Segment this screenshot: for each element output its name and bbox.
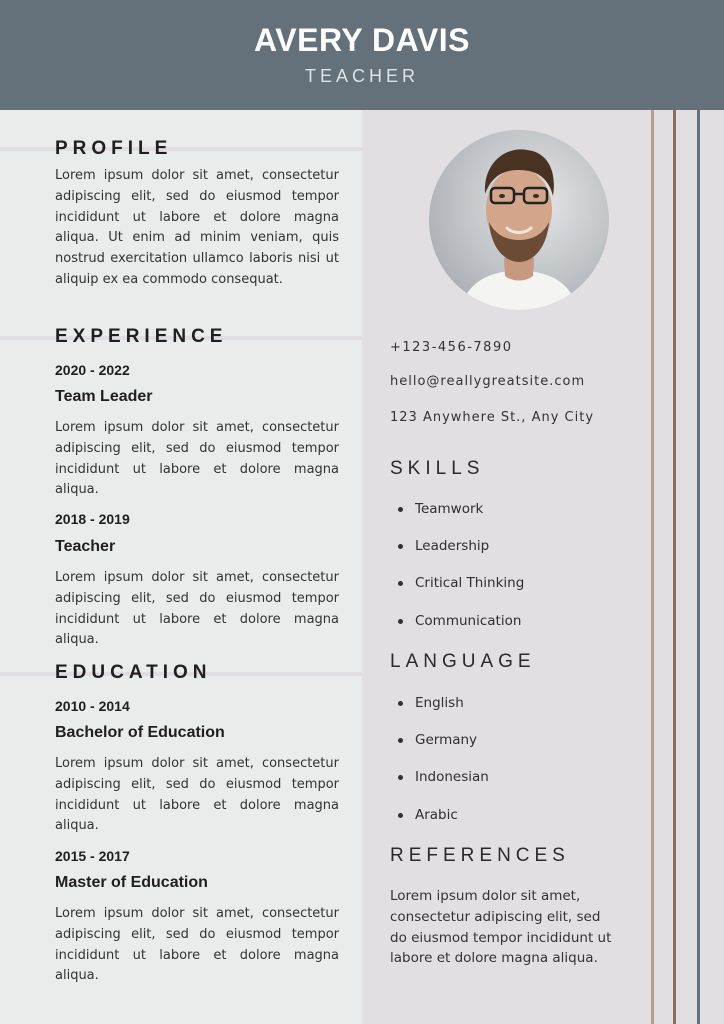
education-text: Lorem ipsum dolor sit amet, consectetur adipiscing elit, sed do eiusmod tempor incididunt ut labore et dolore magna aliqua. (55, 906, 339, 984)
experience-role: Teacher (55, 538, 116, 555)
contact-address: 123 Anywhere St., Any City (390, 410, 595, 425)
education-degree: Bachelor of Education (55, 724, 225, 741)
decorative-line-slate (697, 110, 700, 1024)
education-degree: Master of Education (55, 874, 208, 891)
education-years: 2010 - 2014 (55, 698, 130, 714)
list-item: Germany (398, 732, 489, 769)
decorative-line-brown (673, 110, 676, 1024)
candidate-name: AVERY DAVIS (254, 22, 470, 58)
candidate-role: TEACHER (304, 66, 419, 86)
language-heading: LANGUAGE (390, 651, 536, 672)
profile-photo (429, 130, 609, 310)
education-years: 2015 - 2017 (55, 848, 130, 864)
list-item: Critical Thinking (398, 575, 524, 612)
list-item: Indonesian (398, 769, 489, 806)
list-item: Arabic (398, 807, 489, 844)
list-item: Leadership (398, 538, 524, 575)
header-banner (0, 0, 724, 110)
education-heading: EDUCATION (55, 662, 212, 683)
list-item: English (398, 695, 489, 732)
experience-heading: EXPERIENCE (55, 326, 228, 347)
contact-email: hello@reallygreatsite.com (390, 374, 586, 389)
experience-role: Team Leader (55, 388, 153, 405)
profile-heading: PROFILE (55, 138, 173, 159)
experience-text: Lorem ipsum dolor sit amet, consectetur adipiscing elit, sed do eiusmod tempor incididunt ut labore et dolore magna aliqua. (55, 420, 339, 498)
person-portrait-icon (429, 130, 609, 310)
experience-text: Lorem ipsum dolor sit amet, consectetur adipiscing elit, sed do eiusmod tempor incididunt ut labore et dolore magna aliqua. (55, 570, 339, 648)
skills-heading: SKILLS (390, 458, 485, 479)
skills-list (398, 501, 524, 650)
references-text: Lorem ipsum dolor sit amet, consectetur adipiscing elit, sed do eiusmod tempor incididunt ut labore et dolore magna aliqua. (390, 888, 612, 967)
list-item: Teamwork (398, 501, 524, 538)
contact-phone: +123-456-7890 (390, 340, 513, 355)
references-heading: REFERENCES (390, 845, 570, 866)
decorative-line-tan (651, 110, 654, 1024)
list-item: Communication (398, 613, 524, 650)
education-text: Lorem ipsum dolor sit amet, consectetur adipiscing elit, sed do eiusmod tempor incididunt ut labore et dolore magna aliqua. (55, 756, 339, 834)
language-list (398, 695, 489, 844)
experience-years: 2020 - 2022 (55, 362, 130, 378)
experience-years: 2018 - 2019 (55, 511, 130, 527)
profile-text: Lorem ipsum dolor sit amet, consectetur adipiscing elit, sed do eiusmod tempor incididunt ut labore et dolore magna aliqua. Ut enim ad minim veniam, quis nostrud exercitation ullamco laboris nisi ut aliquip ex ea commodo consequat. (55, 168, 339, 287)
